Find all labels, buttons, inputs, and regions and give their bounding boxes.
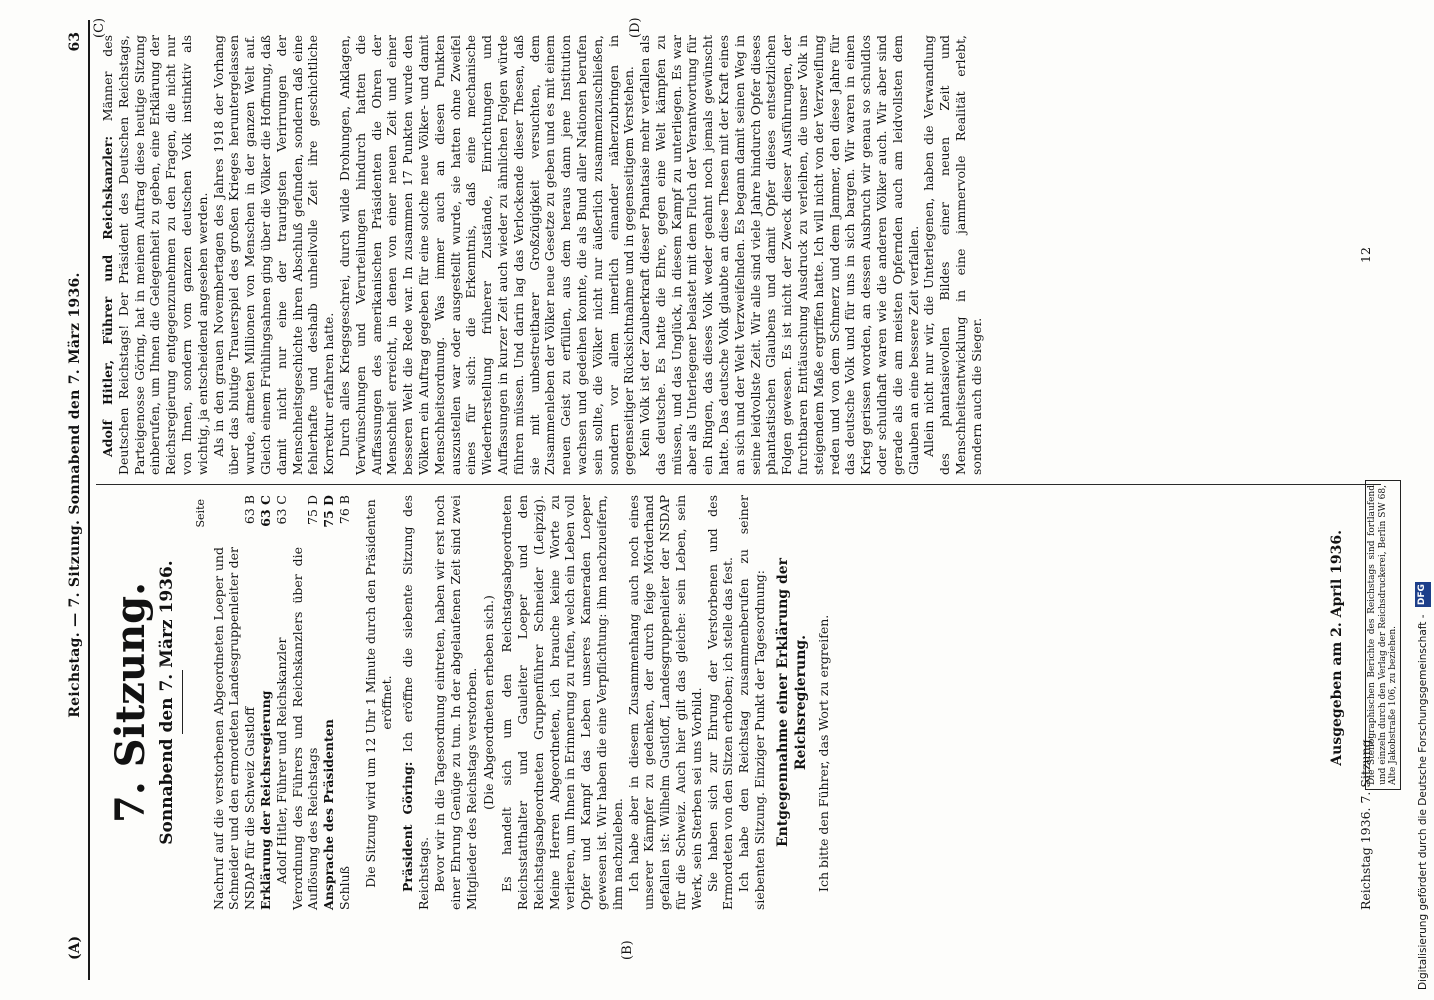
speaker-hitler: Adolf Hitler, Führer und Reichskanzler:	[100, 136, 115, 457]
toc-entry	[337, 495, 353, 910]
paragraph: Sie haben sich zur Ehrung der Verstorbenen und des Ermordeten von den Sitzen erhoben; ich stelle das fest.	[704, 495, 736, 910]
digitization-credit	[1415, 10, 1432, 990]
president-paragraph	[400, 495, 432, 910]
header-rule	[88, 20, 90, 980]
margin-mark-d: (D)	[628, 17, 643, 38]
toc-entry-text: Erklärung der Reichsregierung	[257, 690, 273, 910]
opening-note: Die Sitzung wird um 12 Uhr 1 Minute durch den Präsidenten eröffnet.	[362, 499, 394, 888]
toc-entry-page: 75 D	[305, 495, 321, 525]
paragraph: Ich habe den Reichstag zusammenberufen zu seiner siebenten Sitzung. Einziger Punkt der Tagesordnung:	[736, 495, 767, 910]
paragraph: Kein Volk ist der Zauberkraft dieser Phantasie mehr verfallen als das deutsche. Es hatte die Ehre, gegen eine Welt kämpfen zu müssen, und das Unglück, in diesem Kampf zu unterliegen. Es war aber als Unterlegener belastet mit dem Fluch der Verantwortung für ein Ringen, das dieses Volk weder geahnt noch jemals gewünscht hatte. Das deutsche Volk glaubte an diese Thesen mit der Kraft eines an sich und der Welt Verzweifelnden. Es begann damit seinen Weg in seine leidvollste Zeit. Wir alle sind viele Jahre hindurch Opfer dieses phantastischen Glaubens und damit Opfer dieses entsetzlichen Folgen gewesen. Es ist nicht der Zweck dieser Ausführungen, der furchtbaren Enttäuschung Ausdruck zu verleihen, die unser Volk in steigendem Maße ergriffen hatte. Ich will nicht von der Verzweiflung reden und von dem Schmerz und dem Jammer, den diese Jahre für das deutsche Volk und für uns in sich bargen. Wir waren in einen Krieg gerissen worden, an dessen Ausbruch wir genau so schuldlos oder schuldhaft waren wie die anderen Völker auch. Wir aber sind gerade als die am meisten Opfernden auch am leidvollsten dem Glauben an eine bessere Zeit verfallen.	[637, 35, 921, 475]
toc-entry	[211, 495, 258, 910]
hitler-opening	[100, 35, 211, 475]
table-of-contents	[211, 495, 353, 910]
speaker-president: Präsident Göring:	[400, 761, 416, 892]
toc-entry-text: Adolf Hitler, Führer und Reichskanzler	[273, 637, 289, 884]
running-header: Reichstag. — 7. Sitzung. Sonnabend den 7. März 1936.	[67, 272, 83, 718]
toc-entry	[274, 495, 290, 910]
publication-date: Ausgegeben am 2. April 1936.	[1329, 530, 1345, 766]
toc-entry-text: Ansprache des Präsidenten	[321, 719, 337, 910]
toc-entry-text: Nachruf auf die verstorbenen Abgeordneten Loeper und Schneider und den ermordeten Landesgruppenleiter der NSDAP für die Schweiz Gustloff	[210, 547, 258, 910]
stage-direction: (Die Abgeordneten erheben sich.)	[481, 595, 497, 810]
distribution-note: Die Stenographischen Berichte des Reichstags sind fortlaufend und einzeln durch den Verlag der Reichsdruckerei, Berlin SW 68, Alte Jakobstraße 106, zu beziehen.	[1365, 480, 1401, 790]
toc-entry-page: 76 B	[336, 495, 352, 525]
digitization-text: Digitalisierung gefördert durch die Deutsche Forschungsgemeinschaft -	[1416, 614, 1429, 990]
toc-entry	[258, 495, 274, 910]
toc-entry	[321, 495, 337, 910]
footer-session: Reichstag 1936. 7. Sitzung.	[1358, 735, 1373, 910]
session-title: 7. Sitzung.	[107, 582, 154, 824]
session-date: Sonnabend den 7. März 1936.	[157, 560, 177, 845]
left-column	[100, 495, 831, 910]
paragraph: Es handelt sich um den Reichstagsabgeordneten Reichsstatthalter und Gauleiter Loeper und den Reichstagsabgeordneten Gruppenführer Schneider (Leipzig). Meine Herren Abgeordneten, ich brauche keine Worte zu verlieren, um Ihnen in Erinnerung zu rufen, welch ein Leben voll Opfer und Kampf das Leben unseres Kameraden Loeper gewesen ist. Wir haben die eine Verpflichtung: ihm nachzueifern, ihm nachzuleben.	[499, 495, 625, 910]
margin-mark-b: (B)	[620, 940, 635, 960]
dfg-logo-icon: DFG	[1415, 582, 1431, 607]
president-intro: Ich eröffne die siebente Sitzung des Reichstags.	[400, 495, 432, 910]
toc-entry-page: 63 C	[273, 495, 289, 525]
header-margin-a: (A)	[67, 935, 83, 960]
paragraph: Bevor wir in die Tagesordnung eintreten, haben wir erst noch einer Ehrung Genüge zu tun. In der abgelaufenen Zeit sind zwei Mitglieder des Reichstags verstorben.	[431, 495, 479, 910]
toc-entry-page: 63 C	[257, 495, 273, 527]
footer-right	[1358, 35, 1374, 475]
toc-entry	[290, 495, 322, 910]
paragraph: Ich bitte den Führer, das Wort zu ergreifen.	[815, 614, 831, 892]
paragraph: Allein nicht nur wir, die Unterlegenen, haben die Verwandlung des phantasievollen Bildes einer neuen Zeit und Menschheitsentwicklung in eine jammervolle Realität erlebt, sondern auch die Sieger.	[921, 35, 984, 475]
footer-left	[1358, 495, 1374, 910]
toc-entry-page: 63 B	[242, 495, 258, 525]
right-column	[100, 35, 985, 475]
seite-label: Seite	[193, 499, 207, 528]
paragraph: Durch alles Kriegsgeschrei, durch wilde Drohungen, Anklagen, Verwünschungen und Verurteilungen hindurch hatten die Auffassungen des amerikanischen Präsidenten die Ohren der Menschheit erreicht, in denen von einer neuen Zeit und einer besseren Welt die Rede war. In zusammen 17 Punkten wurde den Völkern ein Auftrag gegeben für eine solche neue Völker- und damit Menschheitsordnung. Was immer auch an diesen Punkten auszustellen war oder ausgestellt wurde, sie hatten ohne Zweifel eines für sich: die Erkenntnis, daß eine mechanische Wiederherstellung früherer Zustände, Einrichtungen und Auffassungen in kurzer Zeit auch wieder zu ähnlichen Folgen würde führen müssen. Und darin lag das Verlockende dieser Thesen, daß sie mit unbestreitbarer Großzügigkeit versuchten, dem Zusammenleben der Völker neue Gesetze zu geben und es mit einem neuen Geist zu erfüllen, aus dem heraus dann jene Institution wachsen und gedeihen konnte, die als Bund aller Nationen berufen sein sollte, die Völker nicht nur äußerlich zusammenzuschließen, sondern vor allem innerlich einander näherzubringen in gegenseitiger Rücksichtnahme und in gegenseitigem Verstehen.	[336, 35, 637, 475]
margin-mark-c: (C)	[92, 17, 107, 38]
footer-sheet-number: 12	[1358, 247, 1373, 263]
hitler-intro: Männer des Deutschen Reichstags! Der Präsident des Deutschen Reichstags, Parteigenosse Göring, hat in meinem Auftrag diese heutige Sitzung einberufen, um Ihnen die Gelegenheit zu geben, eine Erklärung der Reichsregierung entgegenzunehmen zu den Fragen, die nicht nur von Ihnen, sondern vom ganzen deutschen Volk instinktiv als wichtig, ja entscheidend angesehen werden.	[100, 34, 210, 475]
paragraph: Ich habe aber in diesem Zusammenhang auch noch eines unserer Kämpfer zu gedenken, der durch feige Mörderhand gefallen ist: Wilhelm Gustloff, Landesgruppenleiter der NSDAP für die Schweiz. Auch hier gilt das gleiche: sein Leben, sein Werk, sein Sterben sei uns Vorbild.	[625, 495, 704, 910]
title-rule	[182, 671, 183, 735]
page-number: 63	[67, 32, 83, 52]
column-divider	[96, 484, 1381, 485]
paragraph: Als in den grauen Novembertagen des Jahres 1918 der Vorhang über das blutige Trauerspiel des großen Krieges heruntergelassen wurde, atmeten Millionen von Menschen in der ganzen Welt auf. Gleich einem Frühlingsahnen ging über die Völker die Hoffnung, daß damit nicht nur eine der traurigsten Verirrungen der Menschheitsgeschichte ihren Abschluß gefunden, sondern daß eine fehlerhafte und deshalb unheilvolle Zeit ihre geschichtliche Korrektur erfahren hatte.	[210, 35, 337, 475]
toc-entry-text: Verordnung des Führers und Reichskanzlers über die Auflösung des Reichstags	[289, 547, 321, 910]
toc-entry-text: Schluß	[336, 865, 352, 910]
agenda-heading: Entgegennahme einer Erklärung der Reichsregierung.	[774, 557, 809, 848]
toc-entry-page: 75 D	[321, 495, 337, 528]
